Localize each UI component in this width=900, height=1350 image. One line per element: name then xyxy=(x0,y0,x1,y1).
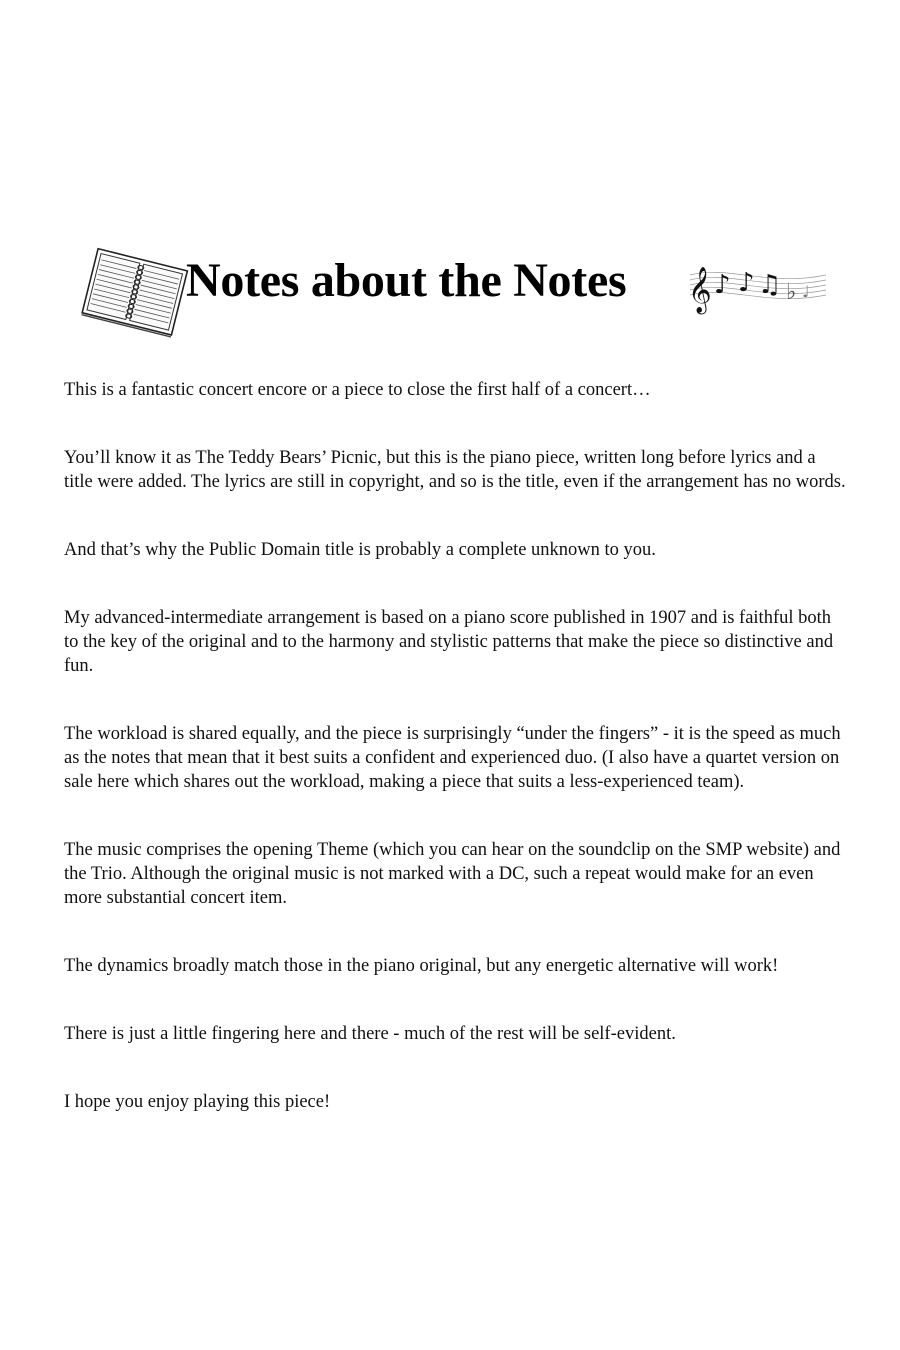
paragraph: You’ll know it as The Teddy Bears’ Picnic, but this is the piano piece, written long before lyrics and a title were added. The lyrics are still in copyright, and so is the title, even if the arrangement has no words. xyxy=(64,448,846,492)
svg-text:♪: ♪ xyxy=(714,270,731,300)
paragraph: My advanced-intermediate arrangement is based on a piano score published in 1907 and is faithful both to the key of the original and to the harmony and stylistic patterns that make the piece so distinctive and fun. xyxy=(64,608,834,676)
paragraph: The music comprises the opening Theme (which you can hear on the soundclip on the SMP website) and the Trio. Although the original music is not marked with a DC, such a repeat would make for an even more substantial concert item. xyxy=(64,840,841,908)
notes-body xyxy=(64,378,846,1158)
paragraph: I hope you enjoy playing this piece! xyxy=(64,1092,331,1112)
page-title: Notes about the Notes xyxy=(186,254,627,307)
paragraph: This is a fantastic concert encore or a piece to close the first half of a concert… xyxy=(64,380,651,400)
paragraph: The dynamics broadly match those in the piano original, but any energetic alternative will work! xyxy=(64,956,779,976)
page-header xyxy=(78,245,828,345)
notebook-icon xyxy=(78,245,193,345)
paragraph: And that’s why the Public Domain title is probably a complete unknown to you. xyxy=(64,540,656,560)
svg-text:♪: ♪ xyxy=(738,268,755,298)
svg-text:♫: ♫ xyxy=(758,270,782,300)
paragraph: The workload is shared equally, and the piece is surprisingly “under the fingers” - it is the speed as much as the notes that mean that it best suits a confident and experienced duo. (I also have a quartet version on sale here which shares out the workload, making a piece that suits a less-experienced team). xyxy=(64,724,841,792)
svg-text:𝄞: 𝄞 xyxy=(688,267,712,313)
paragraph: There is just a little fingering here and there - much of the rest will be self-evident. xyxy=(64,1024,676,1044)
svg-text:♭: ♭ xyxy=(786,280,797,305)
svg-text:♩: ♩ xyxy=(802,282,810,301)
music-notes-icon xyxy=(688,257,828,317)
